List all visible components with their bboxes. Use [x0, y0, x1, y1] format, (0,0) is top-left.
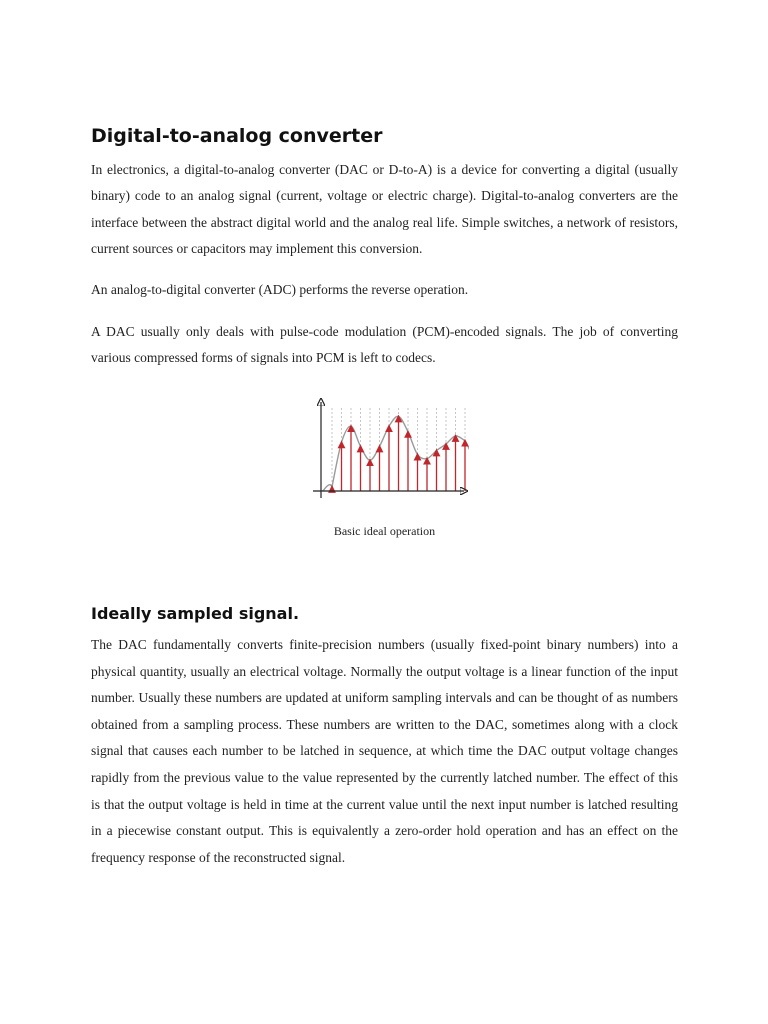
adc-paragraph: An analog-to-digital converter (ADC) performs the reverse operation. [91, 282, 469, 297]
figure-caption: Basic ideal operation [333, 524, 436, 538]
section-heading: Ideally sampled signal. [91, 604, 300, 623]
sample-arrows [332, 418, 465, 491]
sampled-signal-diagram [309, 396, 469, 506]
page-title: Digital-to-analog converter [91, 125, 383, 147]
section-paragraph: The DAC fundamentally converts finite-precision numbers (usually fixed-point binary numbers) into a physical quantity, usually an electrical voltage. Normally the output voltage is a linear function of the input number. Usually these numbers are updated at uniform sampling intervals and can be thought of as numbers obtained from a sampling process. These numbers are written to the DAC, sometimes along with a clock signal that causes each number to be latched in sequence, at which time the DAC output voltage changes rapidly from the previous value to the value represented by the currently latched number. The effect of this is that the output voltage is held in time at the current value until the next input number is latched resulting in a piecewise constant output. This is equivalently a zero-order hold operation and has an effect on the frequency response of the reconstructed signal. [91, 637, 678, 865]
intro-paragraph: In electronics, a digital-to-analog converter (DAC or D-to-A) is a device for converting a digital (usually binary) code to an analog signal (current, voltage or electric charge). Digital-to-analog converters are the interface between the abstract digital world and the analog real life. Simple switches, a network of resistors, current sources or capacitors may implement this conversion. [91, 162, 678, 256]
analog-signal-curve [323, 416, 469, 491]
pcm-paragraph: A DAC usually only deals with pulse-code modulation (PCM)-encoded signals. The job of converting various compressed forms of signals into PCM is left to codecs. [91, 324, 678, 366]
